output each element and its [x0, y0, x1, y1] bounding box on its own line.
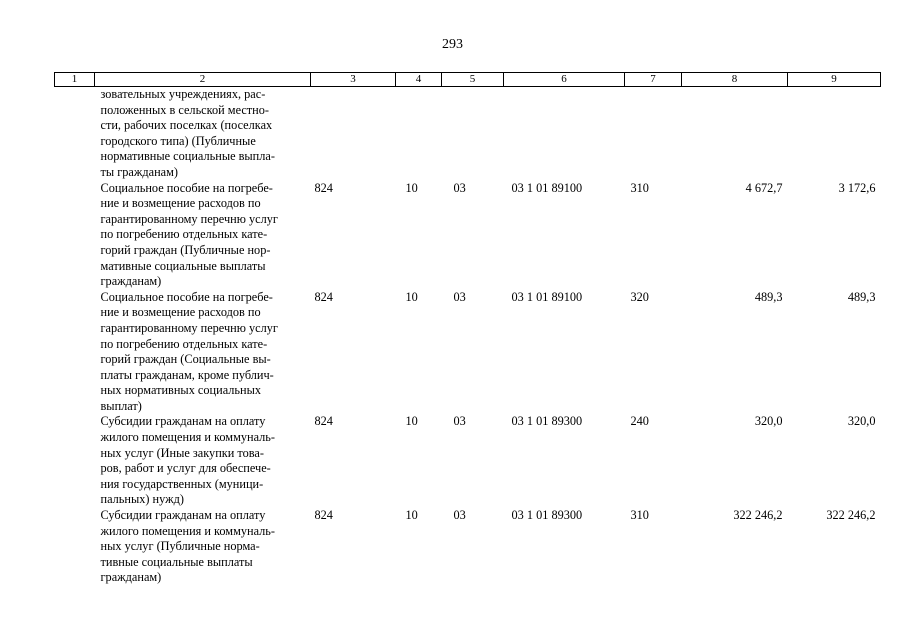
section-code-cell: 10 — [405, 508, 418, 523]
subsection-code-cell: 03 — [453, 508, 466, 523]
expense-type-cell — [625, 87, 682, 181]
amount-col9-cell: 3 172,6 — [838, 180, 876, 195]
table-row — [55, 87, 881, 181]
amount-col8-cell: 320,0 — [754, 414, 783, 429]
row-name-line: Социальное пособие на погребе- — [100, 289, 273, 304]
row-name-line: пальных) нужд) — [100, 492, 184, 507]
column-header-1: 1 — [55, 73, 95, 87]
section-code-cell: 10 — [405, 180, 418, 195]
row-name-line: ты гражданам) — [100, 164, 178, 179]
table-row — [55, 508, 881, 586]
row-name-line: горий граждан (Публичные нор- — [100, 242, 271, 257]
column-header-5: 5 — [442, 73, 504, 87]
section-code-cell: 10 — [405, 414, 418, 429]
row-name-line: жилого помещения и коммуналь- — [100, 430, 275, 445]
row-name-line: по погребению отдельных кате- — [100, 227, 268, 242]
ministry-code-cell: 824 — [314, 414, 333, 429]
row-name-line: жилого помещения и коммуналь- — [100, 523, 275, 538]
row-name-line: ние и возмещение расходов по — [100, 196, 261, 211]
row-name-line: сти, рабочих поселках (поселках — [100, 118, 273, 133]
amount-col8-cell: 322 246,2 — [733, 508, 783, 523]
target-article-cell — [504, 87, 625, 181]
table-body — [55, 87, 881, 587]
row-name-line: положенных в сельской местно- — [100, 102, 269, 117]
row-name-line: по погребению отдельных кате- — [100, 336, 268, 351]
ministry-code-cell: 824 — [314, 180, 333, 195]
page-number: 293 — [442, 37, 463, 52]
expense-type-cell: 240 — [630, 414, 649, 429]
row-name-line: ных услуг (Иные закупки това- — [100, 445, 264, 460]
amount-col8-cell — [682, 87, 788, 181]
ministry-code-cell: 824 — [314, 289, 333, 304]
target-article-cell: 03 1 01 89300 — [511, 508, 583, 523]
row-name-cell — [95, 181, 311, 290]
table-row — [55, 290, 881, 415]
section-code-cell: 10 — [405, 289, 418, 304]
amount-col9-cell: 320,0 — [847, 414, 876, 429]
row-name-line: ние и возмещение расходов по — [100, 305, 261, 320]
amount-col9-cell — [788, 87, 881, 181]
row-name-line: тивные социальные выплаты — [100, 554, 253, 569]
row-name-line: горий граждан (Социальные вы- — [100, 352, 271, 367]
amount-col9-cell: 322 246,2 — [826, 508, 876, 523]
row-name-line: Субсидии гражданам на оплату — [100, 508, 266, 523]
row-name-line: мативные социальные выплаты — [100, 258, 266, 273]
row-name-line: платы гражданам, кроме публич- — [100, 367, 274, 382]
subsection-code-cell: 03 — [453, 180, 466, 195]
row-name-line: гарантированному перечню услуг — [100, 211, 278, 226]
row-name-cell — [95, 508, 311, 586]
row-name-line: гражданам) — [100, 570, 162, 585]
expense-type-cell: 310 — [630, 508, 649, 523]
row-name-line: гражданам) — [100, 274, 162, 289]
amount-col8-cell: 4 672,7 — [745, 180, 783, 195]
row-name-line: выплат) — [100, 398, 142, 413]
expense-type-cell: 320 — [630, 289, 649, 304]
table-header-row — [55, 73, 881, 87]
ministry-code-cell: 824 — [314, 508, 333, 523]
section-code-cell — [396, 87, 442, 181]
column-header-4: 4 — [396, 73, 442, 87]
column-header-3: 3 — [311, 73, 396, 87]
subsection-code-cell: 03 — [453, 289, 466, 304]
target-article-cell: 03 1 01 89300 — [511, 414, 583, 429]
column-header-9: 9 — [788, 73, 881, 87]
row-name-line: гарантированному перечню услуг — [100, 320, 278, 335]
expense-type-cell: 310 — [630, 180, 649, 195]
target-article-cell: 03 1 01 89100 — [511, 180, 583, 195]
row-name-line: нормативные социальные выпла- — [100, 149, 275, 164]
column-header-8: 8 — [682, 73, 788, 87]
row-name-line: ния государственных (муници- — [100, 476, 264, 491]
column-header-6: 6 — [504, 73, 625, 87]
subsection-code-cell — [442, 87, 504, 181]
ministry-code-cell — [311, 87, 396, 181]
table-row — [55, 181, 881, 290]
column-header-2: 2 — [95, 73, 311, 87]
amount-col8-cell: 489,3 — [754, 289, 783, 304]
column-header-7: 7 — [625, 73, 682, 87]
row-name-line: ных нормативных социальных — [100, 383, 261, 398]
row-name-cell — [95, 414, 311, 508]
row-name-line: Субсидии гражданам на оплату — [100, 414, 266, 429]
row-name-line: зовательных учреждениях, рас- — [100, 87, 266, 101]
row-name-line: ров, работ и услуг для обеспече- — [100, 461, 271, 476]
budget-table — [54, 72, 881, 586]
row-name-line: Социальное пособие на погребе- — [100, 180, 273, 195]
row-name-cell — [95, 87, 311, 181]
row-name-line: ных услуг (Публичные норма- — [100, 539, 260, 554]
subsection-code-cell: 03 — [453, 414, 466, 429]
row-name-cell — [95, 290, 311, 415]
row-name-line: городского типа) (Публичные — [100, 133, 256, 148]
table-row — [55, 414, 881, 508]
amount-col9-cell: 489,3 — [847, 289, 876, 304]
target-article-cell: 03 1 01 89100 — [511, 289, 583, 304]
